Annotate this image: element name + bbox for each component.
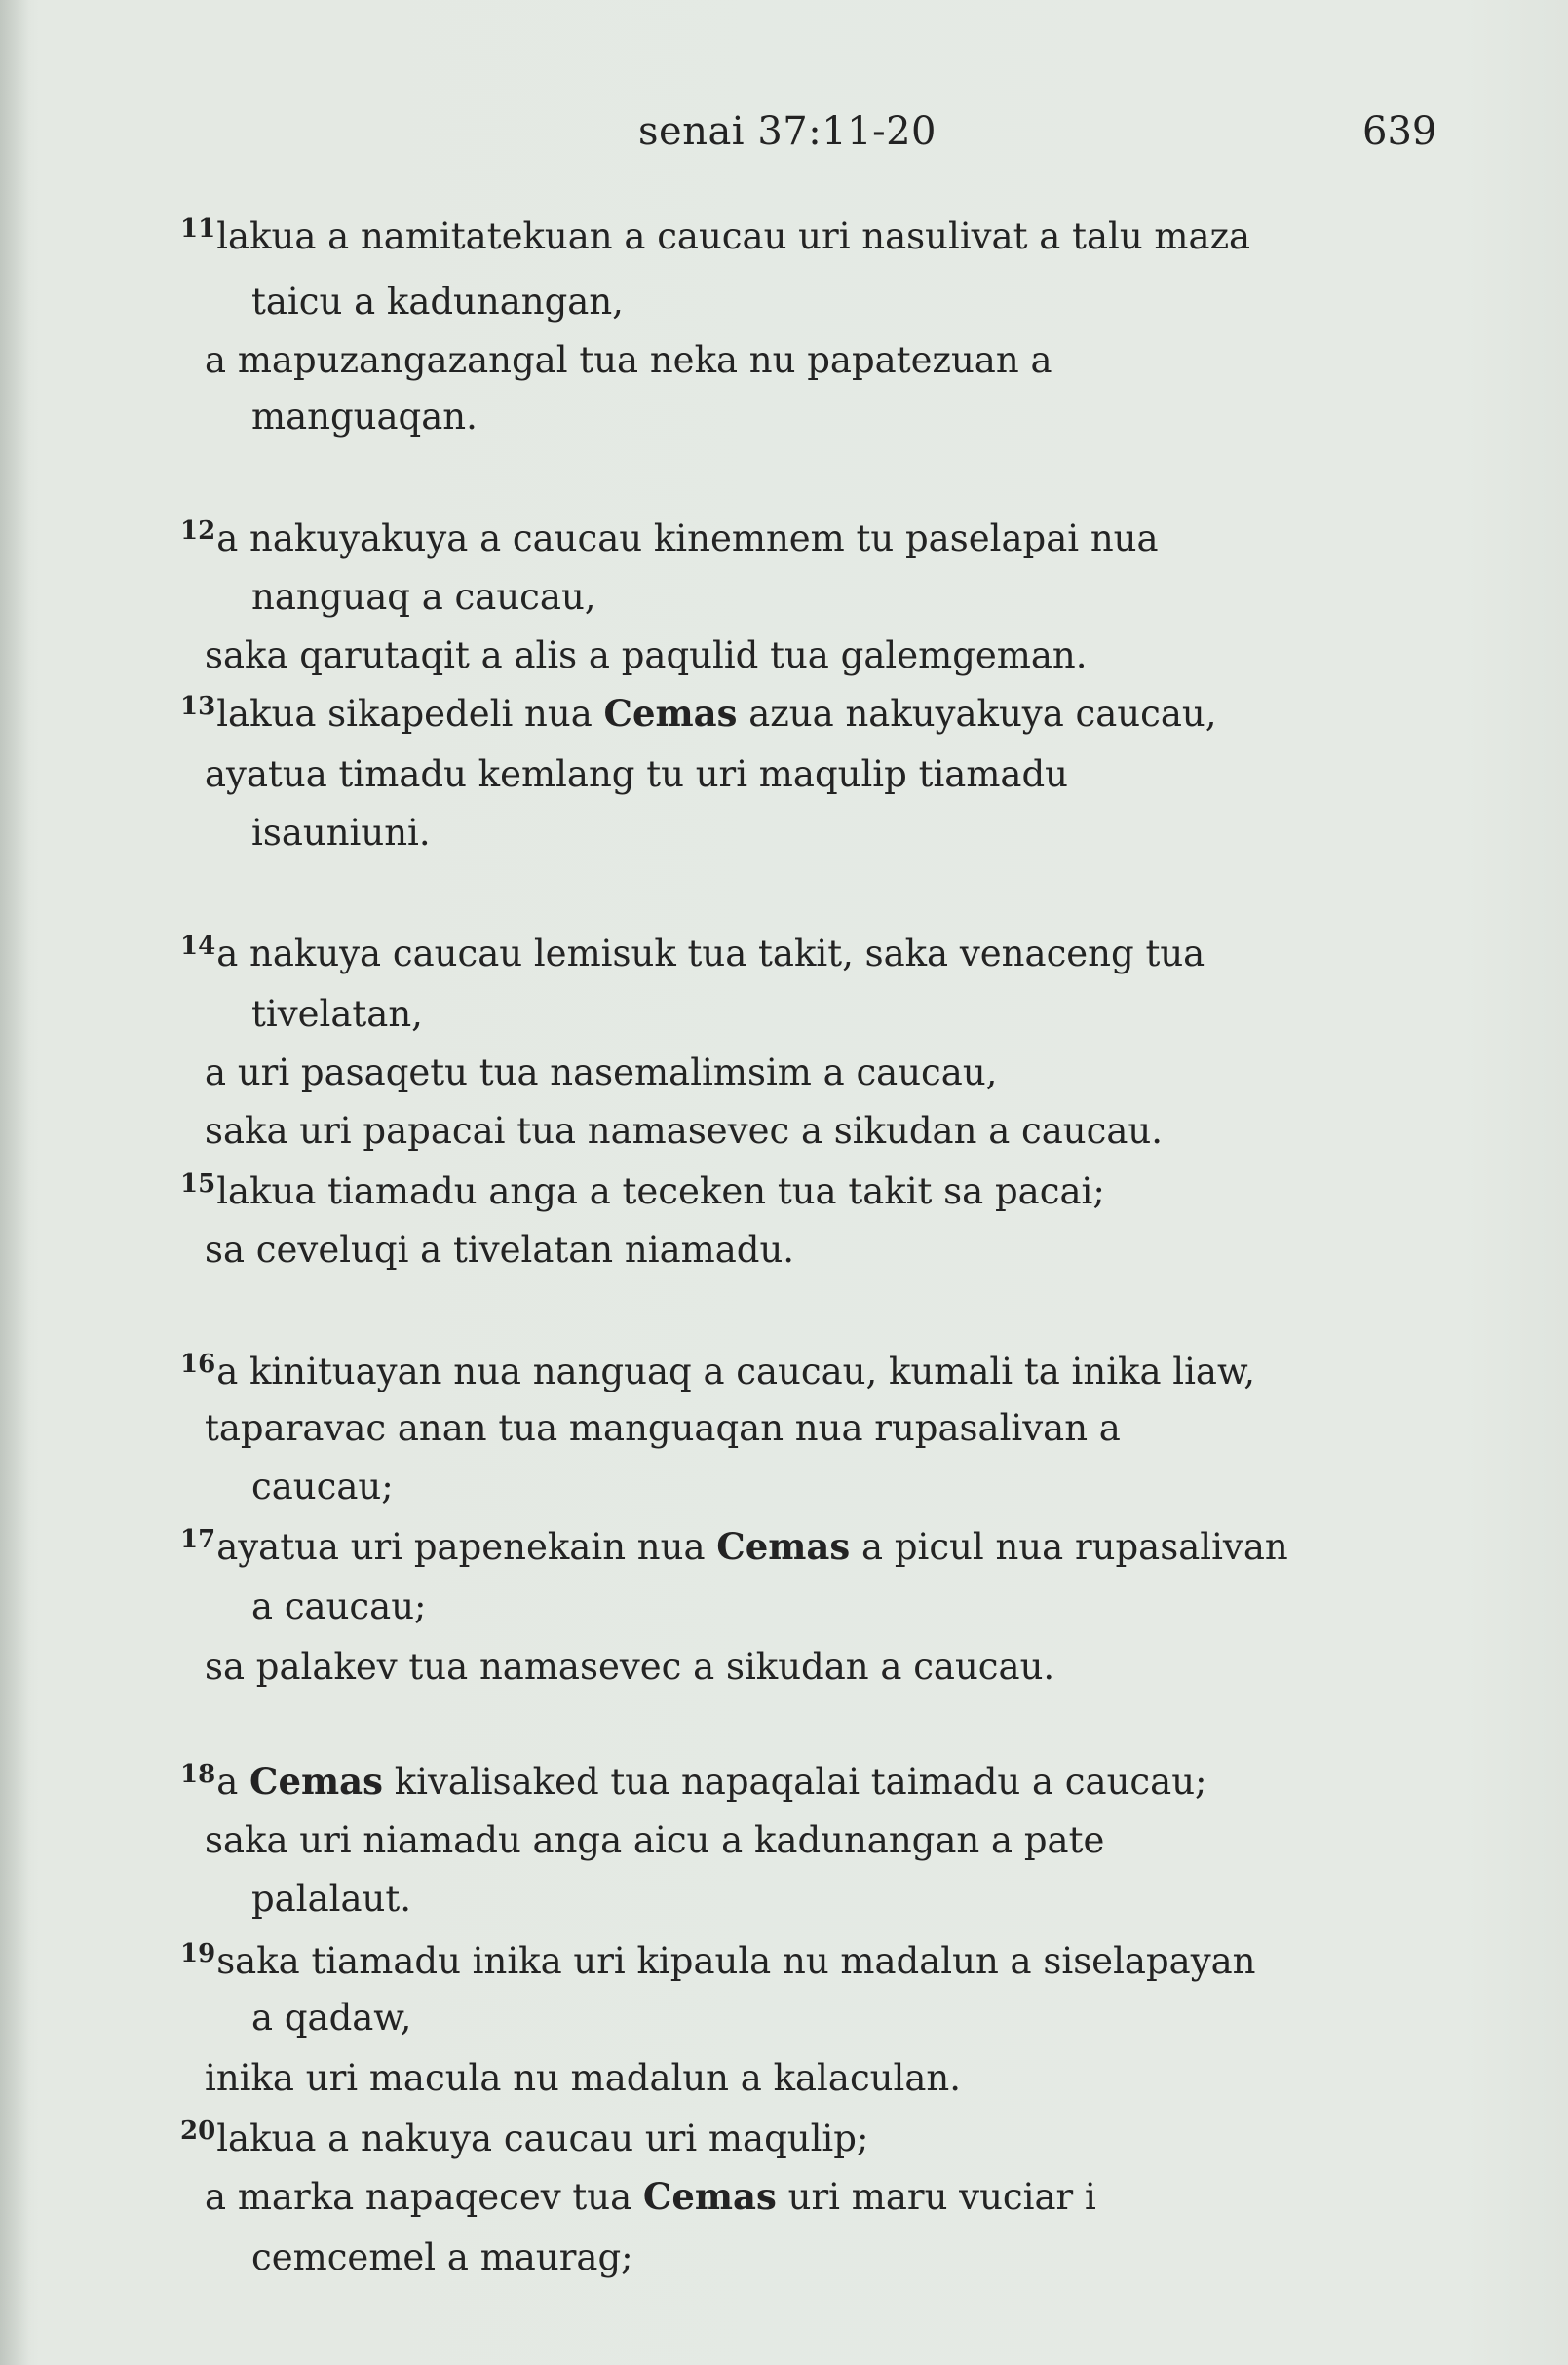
verse-13-line-2 bbox=[205, 753, 1068, 795]
verse-number: 15 bbox=[180, 1169, 216, 1199]
verse-text-line: a nakuya caucau lemisuk tua takit, saka venaceng tua bbox=[216, 933, 1205, 974]
verse-text-line: caucau; bbox=[251, 1466, 394, 1507]
verse-number: 18 bbox=[180, 1760, 216, 1789]
verse-18-line-3 bbox=[251, 1878, 411, 1920]
verse-text-line: palalaut. bbox=[251, 1878, 411, 1920]
verse-14-line-1 bbox=[180, 934, 1205, 972]
verse-11-line-2 bbox=[251, 281, 624, 323]
verse-number: 20 bbox=[180, 2117, 216, 2146]
verse-14-line-3 bbox=[205, 1051, 998, 1093]
running-head bbox=[0, 109, 1568, 168]
verse-number: 14 bbox=[180, 932, 216, 961]
verse-15-line-1 bbox=[180, 1169, 1105, 1212]
verse-13-line-3 bbox=[251, 812, 431, 854]
verse-text-line: uri maru vuciar i bbox=[776, 2176, 1096, 2218]
verse-11-line-3 bbox=[205, 339, 1052, 381]
verse-17-line-2 bbox=[251, 1585, 427, 1627]
verse-text-line: lakua a nakuya caucau uri maqulip; bbox=[216, 2117, 869, 2159]
verse-number: 12 bbox=[180, 516, 216, 546]
verse-text-line: a nakuyakuya a caucau kinemnem tu paselapai nua bbox=[216, 517, 1159, 559]
verse-number: 16 bbox=[180, 1350, 216, 1379]
verse-text-line: a kinituayan nua nanguaq a caucau, kumali ta inika liaw, bbox=[216, 1351, 1256, 1392]
verse-20-line-1 bbox=[180, 2117, 869, 2159]
verse-11-line-1 bbox=[180, 214, 1251, 257]
verse-text-line: taicu a kadunangan, bbox=[251, 281, 624, 323]
page-gutter-shadow bbox=[0, 0, 29, 2365]
verse-16-line-3 bbox=[251, 1466, 394, 1507]
verse-number: 11 bbox=[180, 214, 216, 244]
verse-18-line-1 bbox=[180, 1760, 1207, 1803]
verse-16-line-1 bbox=[180, 1352, 1255, 1390]
verse-20-line-2 bbox=[205, 2175, 1096, 2218]
verse-19-line-1 bbox=[180, 1939, 1256, 1982]
verse-text-line: saka uri papacai tua namasevec a sikudan a caucau. bbox=[205, 1110, 1164, 1152]
verse-11-line-4 bbox=[251, 396, 478, 438]
verse-16-line-2 bbox=[205, 1407, 1121, 1449]
verse-number: 17 bbox=[180, 1525, 216, 1554]
verse-text-line: kivalisaked tua napaqalai taimadu a caucau; bbox=[382, 1761, 1207, 1803]
verse-14-line-2 bbox=[251, 993, 423, 1035]
verse-text-line: a mapuzangazangal tua neka nu papatezuan a bbox=[205, 339, 1052, 381]
verse-19-line-2 bbox=[251, 1997, 412, 2039]
running-head-title: senai 37:11-20 bbox=[638, 109, 937, 154]
verse-text-line: ayatua uri papenekain nua bbox=[216, 1526, 706, 1568]
divine-name: Cemas bbox=[716, 1525, 851, 1568]
verse-12-line-3 bbox=[205, 634, 1088, 676]
verse-text-line: a caucau; bbox=[251, 1585, 427, 1627]
verse-text-line: saka uri niamadu anga aicu a kadunangan a pate bbox=[205, 1819, 1105, 1861]
verse-number: 19 bbox=[180, 1939, 216, 1968]
verse-number: 13 bbox=[180, 692, 216, 721]
verse-13-line-1 bbox=[180, 692, 1217, 735]
verse-14-line-4 bbox=[205, 1110, 1164, 1152]
verse-text-line: a bbox=[216, 1761, 239, 1803]
divine-name: Cemas bbox=[642, 2175, 777, 2218]
verse-text-line: manguaqan. bbox=[251, 396, 478, 438]
verse-17-line-1 bbox=[180, 1525, 1288, 1568]
verse-text-line: inika uri macula nu madalun a kalaculan. bbox=[205, 2057, 961, 2099]
verse-12-line-2 bbox=[251, 576, 596, 618]
verse-text-line: a qadaw, bbox=[251, 1997, 412, 2039]
verse-18-line-2 bbox=[205, 1819, 1105, 1861]
verse-text-line: cemcemel a maurag; bbox=[251, 2236, 633, 2278]
verse-20-line-3 bbox=[251, 2236, 633, 2278]
verse-text-line: ayatua timadu kemlang tu uri maqulip tiamadu bbox=[205, 753, 1068, 795]
verse-text-line: isauniuni. bbox=[251, 812, 431, 854]
verse-text-line: lakua tiamadu anga a teceken tua takit sa pacai; bbox=[216, 1170, 1105, 1212]
verse-text-line: taparavac anan tua manguaqan nua rupasalivan a bbox=[205, 1407, 1121, 1449]
divine-name: Cemas bbox=[249, 1760, 383, 1803]
verse-15-line-2 bbox=[205, 1229, 795, 1271]
verse-text-line: a picul nua rupasalivan bbox=[850, 1526, 1288, 1568]
page-number: 639 bbox=[1362, 109, 1437, 154]
verse-text-line: a marka napaqecev tua bbox=[205, 2176, 632, 2218]
verse-19-line-3 bbox=[205, 2057, 961, 2099]
divine-name: Cemas bbox=[603, 692, 738, 735]
verse-text-line: tivelatan, bbox=[251, 993, 423, 1035]
verse-text-line: sa ceveluqi a tivelatan niamadu. bbox=[205, 1229, 795, 1271]
verse-17-line-3 bbox=[205, 1646, 1055, 1688]
verse-text-line: a uri pasaqetu tua nasemalimsim a caucau, bbox=[205, 1051, 998, 1093]
verse-text-line: nanguaq a caucau, bbox=[251, 576, 596, 618]
verse-12-line-1 bbox=[180, 516, 1159, 559]
verse-text-line: azua nakuyakuya caucau, bbox=[737, 693, 1217, 735]
verse-text-line: lakua a namitatekuan a caucau uri nasulivat a talu maza bbox=[216, 215, 1251, 257]
verse-text-line: saka qarutaqit a alis a paqulid tua galemgeman. bbox=[205, 634, 1088, 676]
verse-text-line: sa palakev tua namasevec a sikudan a caucau. bbox=[205, 1646, 1055, 1688]
verse-text-line: saka tiamadu inika uri kipaula nu madalun a siselapayan bbox=[216, 1940, 1256, 1982]
verse-text-line: lakua sikapedeli nua bbox=[216, 693, 593, 735]
